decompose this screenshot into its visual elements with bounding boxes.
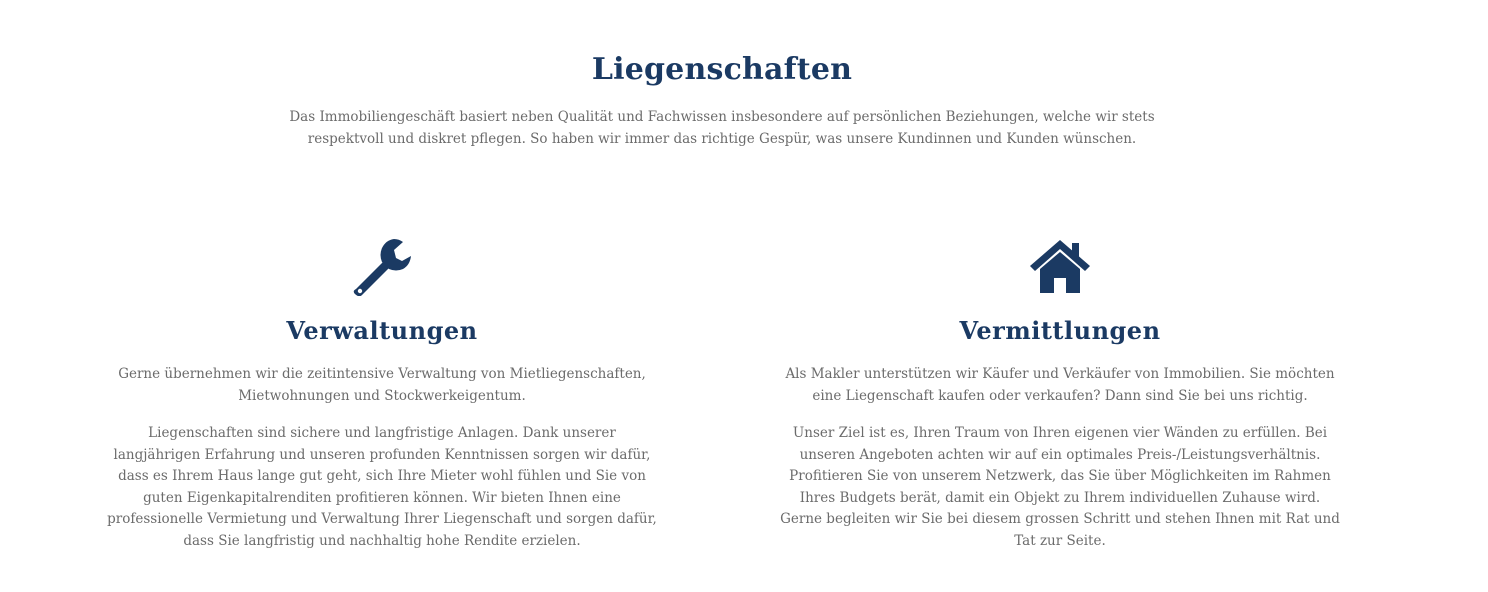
service-title: Verwaltungen [286,316,478,345]
service-paragraph: Liegenschaften sind sichere und langfristige Anlagen. Dank unserer langjährigen Erfahrung und unseren profunden Kenntnissen sorgen wir dafür, dass es Ihrem Haus lange gut geht, sich Ihre Mieter wohl fühlen und Sie von guten Eigenkapitalrenditen profitieren können. Wir bieten Ihnen eine professionelle Vermietung und Verwaltung Ihrer Liegenschaft und sorgen dafür, dass Sie langfristig und nachhaltig hohe Rendite erzielen. [107,425,657,549]
service-paragraph: Unser Ziel ist es, Ihren Traum von Ihren eigenen vier Wänden zu erfüllen. Bei unseren Angeboten achten wir auf ein optimales Preis-/Leistungsverhältnis. Profitieren Sie von unserem Netzwerk, das Sie über Möglichkeiten im Rahmen Ihres Budgets berät, damit ein Objekt zu Ihrem individuellen Zuhause wird. Gerne begleiten wir Sie bei diesem grossen Schritt und stehen Ihnen mit Rat und Tat zur Seite. [780,425,1340,549]
service-paragraph: Gerne übernehmen wir die zeitintensive Verwaltung von Mietliegenschaften, Mietwohnungen und Stockwerkeigentum. [118,366,646,404]
service-verwaltungen [106,236,658,552]
service-title: Vermittlungen [959,316,1161,345]
service-paragraph: Als Makler unterstützen wir Käufer und Verkäufer von Immobilien. Sie möchten eine Liegenschaft kaufen oder verkaufen? Dann sind Sie bei uns richtig. [785,366,1335,404]
house-icon [1028,236,1092,296]
wrench-icon [350,236,414,296]
section-title: Liegenschaften [591,52,853,87]
service-vermittlungen [780,236,1340,552]
section-intro: Das Immobiliengeschäft basiert neben Qualität und Fachwissen insbesondere auf persönlichen Beziehungen, welche wir stets respektvoll und diskret pflegen. So haben wir immer das richtige Gespür, was unsere Kundinnen und Kunden wünschen. [289,109,1155,147]
